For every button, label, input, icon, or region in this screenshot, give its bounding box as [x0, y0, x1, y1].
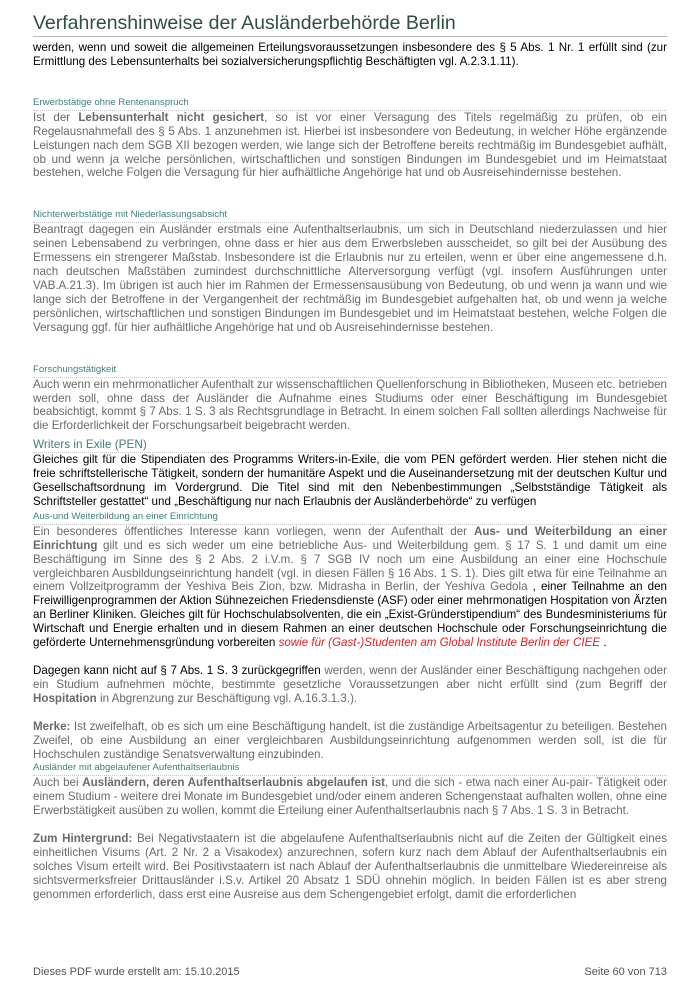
- page-title: Verfahrenshinweise der Ausländerbehörde Berlin: [33, 12, 456, 34]
- header-divider: [33, 36, 667, 37]
- section-heading-erwerbstaetige: Erwerbstätige ohne Rentenanspruch: [33, 97, 667, 111]
- document-body: [33, 41, 667, 902]
- text-run: Auch bei: [33, 776, 83, 790]
- bold-text: Lebensunterhalt nicht gesichert: [78, 110, 265, 124]
- text-run: Bei Negativstaatern ist die abgelaufene Aufenthaltserlaubnis nicht auf die Zeiten der Gültigkeit eines einheitlichen Visums (Art. 2 Nr. 2 a Visakodex) anzurechnen, sofern kurz nach dem Ablauf der Aufenthaltserlaubnis ein solches Visum erteilt wird. Bei Positivstaatern ist nach Ablauf der Aufenthaltserlaubnis die unmittelbare Wiedereinreise als sichtsvermerksfreier Drittausländer i.S.v. Artikel 20 Absatz 1 SDÜ ohnehin möglich. In beiden Fällen ist es aber streng genommen erforderlich, dass erst eine Ausreise aus dem Schengengebiet erfolgt, damit die erforderlichen: [33, 832, 667, 901]
- paragraph-nichterwerbstaetige: Beantragt dagegen ein Ausländer erstmals eine Aufenthaltserlaubnis, um sich in Deutschland niederzulassen und hier seinen Lebensabend zu verbringen, ohne dass er hier aus dem Erwerbsleben ausscheidet, so gilt bei der Ausübung des Ermessens ein strengerer Maßstab. Insbesondere ist die Erlaubnis nur zu erteilen, wenn er über eine angemessene d.h. nach deutschen Maßstäben zumindest durchschnittliche Alterversorgung verfügt (vgl. insofern Ausführungen unter VAB.A.21.3). Im übrigen ist auch hier im Rahmen der Ermessensausübung von Bedeutung, ob und wenn ja wann und wie lange sich der Betroffene in der Vergangenheit der rechtmäßig im Bundesgebiet aufgehalten hat, ob und wenn ja welche persönlichen, wirtschaftlichen und sonstigen Bindungen im Bundesgebiet und im Heimatstaat bestehen, welche Folgen die Versagung ggf. für hier aufhältliche Angehörige hat und ob Ausreisehindernisse bestehen.: [33, 223, 667, 334]
- text-run: Ist zweifelhaft, ob es sich um eine Beschäftigung handelt, ist die zuständige Arbeitsagentur zu beteiligen. Bestehen Zweifel, ob eine Ausbildung an einer vergleichbaren Ausbildungseinrichtung aufgenommen werden soll, ist die für Hochschulen zuständige Senatsverwaltung einzubinden.: [33, 719, 667, 761]
- section-heading-abgelaufene-aufenthaltserlaubnis: Ausländer mit abgelaufener Aufenthaltserlaubnis: [33, 762, 667, 776]
- paragraph-ausbildung-1: [33, 525, 667, 650]
- paragraph-hintergrund: [33, 832, 667, 902]
- text-run: , so ist vor einer Versagung des Titels regelmäßig zu prüfen, ob ein Regelausnahmefall des § 5 Abs. 1 anzunehmen ist. Hierbei ist insbesondere von Bedeutung, in welcher Höhe ergänzende Leistungen nach dem SGB XII bezogen werden, wie lange sich der Betroffene bereits rechtmäßig im Bundesgebiet aufhält, ob und wenn ja welche persönlichen, wirtschaftlichen und sonstigen Bindungen im Bundesgebiet und im Heimatstaat bestehen, welche Folgen die Versagung für hier aufhältliche Angehörige hat und ob Ausreisehindernisse bestehen.: [33, 110, 667, 180]
- section-heading-writers-in-exile: Writers in Exile (PEN): [33, 437, 667, 453]
- paragraph-forschung: Auch wenn ein mehrmonatlicher Aufenthalt zur wissenschaftlichen Quellenforschung in Bibliotheken, Museen etc. betrieben werden soll, ohne dass der Ausländer die Aufnahme eines Studiums oder einer Beschäftigung im Bundesgebiet beabsichtigt, kommt § 7 Abs. 1 S. 3 als Rechtsgrundlage in Betracht. In einem solchen Fall sollten allerdings Nachweise für die Erforderlichkeit der Forschungsarbeit beigebracht werden.: [33, 377, 667, 433]
- text-run: in Abgrenzung zur Beschäftigung vgl. A.16.3.1.3.).: [96, 691, 358, 705]
- paragraph-ausbildung-2: [33, 664, 667, 706]
- paragraph-writers-in-exile: Gleiches gilt für die Stipendiaten des Programms Writers-in-Exile, die vom PEN gefördert werden. Hier stehen nicht die freie schriftstellerische Tätigkeit, sondern der humanitäre Aspekt und die Auseinandersetzung mit der deutschen Kultur und Gesellschaftsordnung im Vordergrund. Die Titel sind mit den Nebenbestimmungen „Selbstständige Tätigkeit als Schriftsteller gestattet“ und „Beschäftigung nur nach Erlaubnis der Ausländerbehörde“ zu verfügen: [33, 453, 667, 508]
- bold-text: Ausländern, deren Aufenthaltserlaubnis abgelaufen ist: [82, 776, 386, 790]
- text-run: .: [600, 636, 607, 650]
- black-text: , einer Teilnahme an den Freiwilligenprogrammen der Aktion Sühnezeichen Friedensdienste (ASF) oder einer mehrmonatigen Hospitation von Ärzten an Berliner Kliniken. Gleiches gilt für Hochschulabsolventen, die ein „Exist-Gründerstipendium“ des Bundesministeriums für Wirtschaft und Energie erhalten und in diesem Rahmen an einer deutschen Hochschule oder Forschungseinrichtung die geförderte Unternehmensgründung vorbereiten: [33, 580, 668, 650]
- text-run: , und die sich - etwa nach einer Au-pair- Tätigkeit oder einem Studium - weitere drei Monate im Bundesgebiet und/oder einem anderen Schengenstaat aufhalten wollen, ohne eine Erwerbstätigkeit ausüben zu wollen, kommt die Erteilung einer Aufenthaltserlaubnis nach § 7 Abs. 1 S. 3 in Betracht.: [33, 776, 667, 818]
- bold-text: Zum Hintergrund:: [33, 832, 133, 846]
- paragraph-merke: [33, 720, 667, 762]
- bold-text: Hospitation: [33, 691, 97, 705]
- section-heading-ausbildung: Aus-und Weiterbildung an einer Einrichtung: [33, 511, 667, 525]
- section-heading-forschung: Forschungstätigkeit: [33, 364, 667, 378]
- intro-paragraph: werden, wenn und soweit die allgemeinen Erteilungsvoraussetzungen insbesondere des § 5 Abs. 1 Nr. 1 erfüllt sind (zur Ermittlung des Lebensunterhalts bei sozialversicherungspflichtig Beschäftigten vgl. A.2.3.1.11).: [33, 41, 667, 68]
- paragraph-abgelaufen-1: [33, 776, 667, 818]
- bold-text: Aus- und Weiterbildung an einer Einrichtung: [33, 524, 667, 552]
- section-heading-nichterwerbstaetige: Nichterwerbstätige mit Niederlassungsabsicht: [33, 209, 667, 223]
- paragraph-erwerbstaetige: [33, 111, 667, 181]
- text-run: werden, wenn der Ausländer einer Beschäftigung nachgehen oder ein Studium aufnehmen möchte, bestimmte gesetzliche Voraussetzungen aber nicht erfüllt sind (zum Begriff der: [33, 664, 667, 691]
- red-amendment-text: sowie für (Gast-)Studenten am Global Institute Berlin der CIEE: [278, 636, 601, 650]
- bold-text: Merke:: [33, 719, 71, 733]
- black-text: Dagegen kann nicht auf § 7 Abs. 1 S. 3 zurückgegriffen: [33, 664, 321, 677]
- text-run: Ist der: [33, 110, 79, 124]
- footer-page-number: Seite 60 von 713: [584, 966, 667, 978]
- footer-created-date: Dieses PDF wurde erstellt am: 15.10.2015: [33, 966, 240, 978]
- text-run: gilt und es sich weder um eine betriebliche Aus- und Weiterbildung gem. § 17 S. 1 und damit um eine Beschäftigung im Sinne des § 2 Abs. 2 i.V.m. § 7 SGB IV noch um eine Ausbildung an einer eine Hochschule vergleichbaren Ausbildungseinrichtung handelt (vgl. in diesen Fällen § 16 Abs. 1 S. 1). Dies gilt etwa für eine Teilnahme an einem Vollzeitprogramm der Yeshiva Beis Zion, bzw. Midrasha in Berlin, der Yeshiva Gedola: [33, 538, 667, 594]
- text-run: Ein besonderes öffentliches Interesse kann vorliegen, wenn der Aufenthalt der: [33, 524, 474, 538]
